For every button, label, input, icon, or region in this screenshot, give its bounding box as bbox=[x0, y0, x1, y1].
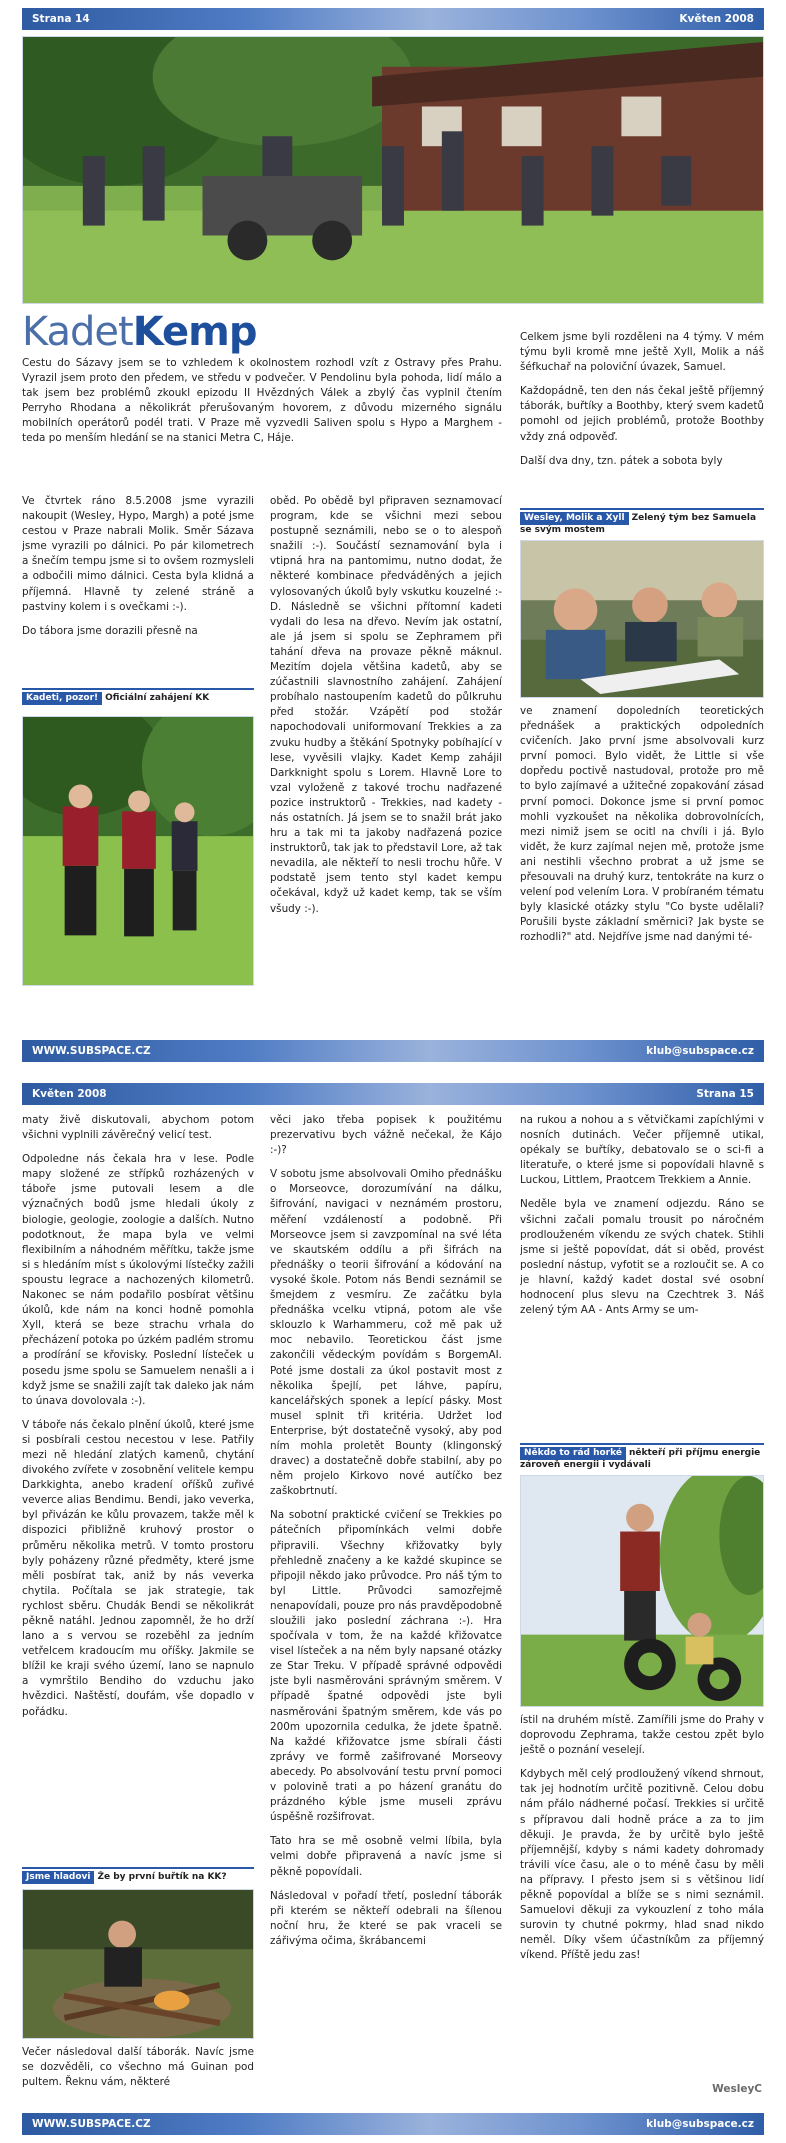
paragraph: maty živě diskutovali, abychom potom všichni vyplnili závěrečný velicí test. bbox=[22, 1114, 254, 1142]
group-photo bbox=[22, 36, 764, 304]
column-3-top bbox=[520, 1113, 764, 1443]
photo-caption bbox=[520, 1447, 764, 1471]
article-title bbox=[22, 310, 256, 354]
page-number: Strana 15 bbox=[696, 1088, 754, 1100]
caption-rule bbox=[520, 508, 764, 510]
title-part-kemp: Kemp bbox=[132, 309, 257, 355]
issue-date: Květen 2008 bbox=[679, 13, 754, 25]
paragraph: Na sobotní praktické cvičení se Trekkies po pátečních připomínkách velmi dobře připravili. Všechny křižovatky byly přehledně značeny a ke každé skupince se připojil někdo jako průvodce. Pro náš tým to byl Little. Průvodci samozřejmě nenapovídali, pouze pro nás pravděpodobně sloužili jako poslední záchrana :-). Hra spočívala v tom, že na každé křižovatce visel lísteček a na něm byly napsané otázky ze Star Treku. V případě správné odpovědi jste byli nasměrováni správným směrem. V případě špatné odpovědi jste byli nasměrováni špatným směrem, kde vás po 200m upozornila cedulka, že jdete špatně. Na každé křižovatce jsme sbírali části zprávy ve formě zašifrované Morseovy abecedy. Po absolvování testu první pomoci v polovině trati a po házení granátu do prázdného kýble jsme museli zprávu úspěšně rozšifrovat. bbox=[270, 1509, 502, 1824]
page-15 bbox=[0, 1083, 786, 2143]
paragraph: Tato hra se mě osobně velmi líbila, byla velmi dobře připravená a navíc jsme si pěkně popovídali. bbox=[270, 1835, 502, 1878]
paragraph: Kdybych měl celý prodloužený víkend shrnout, tak jej hodnotím určitě pozitivně. Celou dobu nám přálo nádherné počasí. Trekkies si určitě s přípravou dali hodně práce a za to jim děkuji. Je pravda, že by určitě bylo ještě příjemnější, kdyby s námi kadety dohromady trávili více času, ale o to méně času by měli na přípravy. I přesto jsem si s většinou lidí pěkně popovídal a blíže se s nimi seznámil. Samuelovi děkuji za vykouzlení z toho mála surovin ty chutné pokrmy, hlad snad nikdo neměl. Díky všem účastníkům za příjemný víkend. Příště jedu zas! bbox=[520, 1768, 764, 1962]
paragraph: ístil na druhém místě. Zamířili jsme do Prahy v doprovodu Zephrama, takže cestou zpět bylo ještě o poznání veselejí. bbox=[520, 1714, 764, 1757]
website-link[interactable]: WWW.SUBSPACE.CZ bbox=[32, 1045, 151, 1057]
cadets-photo bbox=[22, 716, 254, 986]
intro-paragraph: Cestu do Sázavy jsem se to vzhledem k okolnostem rozhodl vzít z Ostravy přes Prahu. Vyrazil jsem proto den předem, ve středu v podvečer. V Pendolinu byla pohoda, lidí málo a tak jsem bez problémů zkoukl epizodu II Hvězdných Válek a zbylý čas vyplnil čtením Perryho Rhodana a několikrát přerušovaným hovorem, z důvodu mizerného signálu mobilních operátorů podél trati. V Praze mě vyzvedli Saliven spolu s Hypo a Marghem - teda po menším hledání se na stanici Metra C, Háje. bbox=[22, 357, 502, 445]
caption-tag: Wesley, Molik a Xyll bbox=[520, 512, 629, 525]
tire-swing-photo bbox=[520, 1475, 764, 1707]
title-part-kadet: Kadet bbox=[22, 309, 133, 355]
paragraph: Ve čtvrtek ráno 8.5.2008 jsme vyrazili nakoupit (Wesley, Hypo, Margh) a poté jsme cestou v Praze nabrali Molik. Směr Sázava jsme vyrazili po dálnici. Po pár kilometrech a šnečím tempu jsme si to ovšem rozmysleli a odbočili mimo dálnici. Cesta byla klidná a příjemná. Hlavně ty zelené stráně a pastviny kolem i s ovečkami :-). bbox=[22, 495, 254, 613]
paragraph: Celkem jsme byli rozděleni na 4 týmy. V mém týmu byli kromě mne ještě Xyll, Molik a náš šéfkuchař na poloviční úvazek, Samuel. bbox=[520, 331, 764, 374]
column-2 bbox=[270, 1113, 502, 2098]
paragraph: V táboře nás čekalo plnění úkolů, které jsme si posbírali cestou necestou v lese. Patřily mezi ně hledání zlatých kamenů, chytání divokého zvířete v zosobnění velitele kempu Darkkighta, anebo kradení oříšků zuřivé veverce alias Bendimu. Bendi, jako veverka, byl přivázán ke kůlu provazem, takže měl k dispozici přibližně kruhový prostor o průměru několika metrů. V tomto prostoru byly poházeny různé předměty, které jsme měli posbírat tak, aniž by nás veverka chytila. Počítala se jak strategie, tak rychlost sběru. Chudák Bendi se několikrát pěkně natáhl. Jednou zapomněl, že ho drží lano a s vervou se rozeběhl za jedním vetřelcem kradoucím mu oříšky. Jakmile se blížil ke kraji svého území, lano se napnulo a vymrštilo Bendiho do vzduchu jako hvězdici. Naštěstí, doufám, vše dopadlo v pořádku. bbox=[22, 1418, 254, 1718]
paragraph: věci jako třeba popisek k použitému prezervativu bych vážně nečekal, že Kájo :-)? bbox=[270, 1114, 502, 1157]
column-3-bottom bbox=[520, 1713, 764, 2083]
author-signature: WesleyC bbox=[712, 2083, 762, 2095]
paragraph: V sobotu jsme absolvovali Omiho přednášku o Morseovce, dorozumívání na dálku, šifrování, navigaci v neznámém prostoru, měření vzdáleností a podobně. Při Morseovce jsem si zavzpomínal na své léta ve skautském oddílu a při šifrách na přednášky o teorii šifrování a kódování na vysoké škole. Potom nás Bendi seznámil se šmejdem z vesmíru. Ze začátku byla přednáška vcelku vtipná, potom ale vše sklouzlo k Warhammeru, což mě pak už moc nebavilo. Teoretickou část jsme zakončili vědeckým povídám s BorgemAI. Poté jsme dostali za úkol postavit most z několika špejlí, pet láhve, papíru, kancelářských sponek a lepící pásky. Most musel splnit tři kritéria. Udržet loď Enterprise, být dostatečně vysoký, aby pod ním mohla proletět Bounty (klingonský dravec) a dostatečně dobře stabilní, aby po něm projelo Kirkovo nové autíčko bez zaškobrtnutí. bbox=[270, 1168, 502, 1498]
caption-text: někteří při příjmu energie zároveň energii i vydávali bbox=[520, 1448, 761, 1470]
caption-rule bbox=[22, 688, 254, 690]
caption-text: Zelený tým bez Samuela se svým mostem bbox=[520, 513, 757, 535]
email-link[interactable]: klub@subspace.cz bbox=[646, 2118, 754, 2130]
column-3-bottom bbox=[520, 704, 764, 1016]
page-number: Strana 14 bbox=[32, 13, 90, 25]
team-photo bbox=[520, 540, 764, 698]
column-1 bbox=[22, 1113, 254, 1873]
column-2 bbox=[270, 494, 502, 1014]
page-footer bbox=[22, 2113, 764, 2135]
page-footer bbox=[22, 1040, 764, 1062]
website-link[interactable]: WWW.SUBSPACE.CZ bbox=[32, 2118, 151, 2130]
paragraph: Do tábora jsme dorazili přesně na bbox=[22, 624, 198, 637]
caption-tag: Někdo to rád horké bbox=[520, 1447, 626, 1460]
paragraph: oběd. Po obědě byl připraven seznamovací program, kde se všichni mezi sebou postupně seznámili, nebo se o to alespoň snažili :-). Součástí seznamování byla i vtipná hra na pantomimu, nutno dodat, že některé kombinace předváděných a jejich vylosovaných úkolů byly vskutku kouzelné :-D. Následně se všichni přítomní kadeti vydali do lesa na dřevo. Nevím jak ostatní, ale já jsem si spolu se Zephramem při tahání dřeva na provaze pěkně máknul. Mezitím dojela většina kadetů, aby se zúčastnili slavnostního zahájení. Zahájení probíhalo nastoupením kadetů do půlkruhu před stožár. Vzápětí pod stožár napochodovali uniformovaní Trekkies a za zvuku hudby a štěkání Spotnyky pobíhající v lese, vyvěsili vlajky. Kadet Kemp zahájil Darkknight spolu s Lorem. Hlavně Lore to vzal vyloženě z takové trochu nadřazené pozice instruktorů - Trekkies, nad kadety - nás ostatních. Já jsem se to snažil brát jako hru a tak mi ta jakoby nadřazená pozice instruktorů, tak jak to představil Lore, až tak nevadila, ale někteří to nesli trochu hůře. V podstatě jsem tento styl kadet kempu očekával, když už kadet kemp, tak se vším všudy :-). bbox=[270, 495, 502, 915]
caption-tag: Kadeti, pozor! bbox=[22, 692, 102, 705]
issue-date: Květen 2008 bbox=[32, 1088, 107, 1100]
paragraph: na rukou a nohou a s větvičkami zapíchlými v nosních dutinách. Večer příjemně utikal, opékaly se buřtíky, debatovalo se o sci-fi a literatuře, o které jsme si popovídali hlavně s Luckou, Littlem, Praotcem Trekkiem a Annie. bbox=[520, 1114, 764, 1187]
photo-caption bbox=[22, 1871, 254, 1885]
photo-caption bbox=[22, 692, 254, 716]
paragraph: Každopádně, ten den nás čekal ještě příjemný táborák, buřtíky a Boothby, který svem kadetů pomohl od jejich problémů, protože Boothby vždy zná odpověď. bbox=[520, 385, 764, 443]
caption-rule bbox=[520, 1443, 764, 1445]
email-link[interactable]: klub@subspace.cz bbox=[646, 1045, 754, 1057]
paragraph: Následoval v pořadí třetí, poslední táborák při kterém se někteří odebrali na šílenou noční hru, že které se pak vraceli se zářivýma očima, škrábancemi bbox=[270, 1889, 502, 1947]
caption-tag: Jsme hladovi bbox=[22, 1871, 94, 1884]
paragraph: Večer následoval další táborák. Navíc jsme se dozvěděli, co všechno má Guinan pod pultem. Řeknu vám, některé bbox=[22, 2046, 254, 2089]
photo-caption bbox=[520, 512, 764, 536]
paragraph: Neděle byla ve znamení odjezdu. Ráno se všichni začali pomalu trousit po náročném prodlouženém víkendu ze svých chatek. Stihli jsme si ještě popovídat, dát si oběd, provést poslední nástup, vyfotit se a rozloučit se. A co je hlavní, každý kadet dostal své osobní hodnocení plus slevu na Czechtrek 3. Náš zelený tým AA - Ants Army se um- bbox=[520, 1198, 764, 1317]
page-header bbox=[22, 8, 764, 30]
caption-rule bbox=[22, 1867, 254, 1869]
caption-text: Že by první buřtík na KK? bbox=[97, 1872, 227, 1882]
paragraph: Další dva dny, tzn. pátek a sobota byly bbox=[520, 454, 723, 467]
column-3-top bbox=[520, 330, 764, 510]
page-header bbox=[22, 1083, 764, 1105]
paragraph: Odpoledne nás čekala hra v lese. Podle mapy složené ze střípků rozházených v táboře jsme putovali lesem a dle význačných bodů jsme hledali úkoly z biologie, geologie, zoologie a dalších. Nutno podotknout, že mapa byla ve velmi flexibilním a náhodném měřítku, takže jsme si s hledáním míst s úkolovými lístečky zažili spoustu legrace a nachozených kilometrů. Nakonec se nám podařilo posbírat většinu úkolů, kde nám na konci hodně pomohla Xyll, která se beze strachu vrhala do přecházení potoka po úzkém padlém stromu a prodírání se křovisky. Poslední lísteček u posedu jsme spolu se Samuelem nenašli a i když jsme se snažili zajít tak daleko jak nám to únava dovolovala :-). bbox=[22, 1153, 254, 1407]
paragraph: ve znamení dopoledních teoretických přednášek a praktických odpoledních cvičeních. Jako první jsme absolvovali kurz první pomoci. Bylo vidět, že Little si vše dopředu poctivě nastudoval, protože pro mě to bylo zajímavé a užitečné zopakování zásad první pomoci. Dokonce jsme si první pomoc mohli vyzkoušet na několika dobrovolnících, mezi nimiž jsem se ocitl na chvíli i já. Bylo vidět, že kurz zajímal nejen mě, protože jsme ani nestihli všechno probrat a už jsme se přesouvali na druhý kurz, tentokráte na kurz o velení pod velením Lora. V probíraném tématu byly klasické otázky stylu "Co byste udělali? Porušili byste základní směrnici? Jak byste se rozhodli?" atd. Nejdříve jsme nad danými té- bbox=[520, 705, 764, 944]
column-1-bottom bbox=[22, 2045, 254, 2095]
column-1 bbox=[22, 494, 254, 678]
caption-text: Oficiální zahájení KK bbox=[105, 693, 210, 703]
campfire-photo bbox=[22, 1889, 254, 2039]
